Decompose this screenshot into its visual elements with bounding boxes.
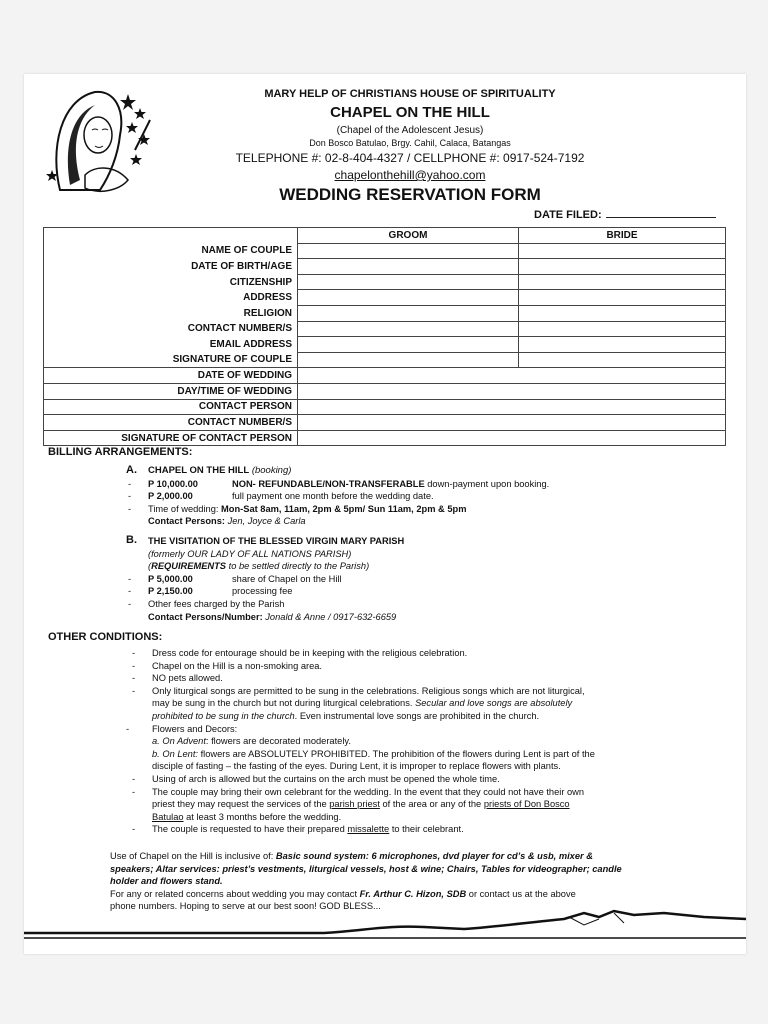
fee-bold: NON- REFUNDABLE/NON-TRANSFERABLE — [232, 478, 425, 489]
groom-cell[interactable] — [298, 243, 519, 259]
row-label: CONTACT PERSON — [44, 399, 298, 415]
condition-item: NO pets allowed. — [152, 673, 223, 684]
reservation-table — [43, 227, 726, 446]
contact-priest: Fr. Arthur C. Hizon, SDB — [359, 888, 467, 899]
bride-cell[interactable] — [519, 321, 726, 337]
condition-item: disciple of fasting – the fasting of the eyes. During Lent, it is improper to replace flowers with plants. — [152, 761, 561, 772]
condition-emphasis: prohibited to be sung in the church — [152, 710, 295, 721]
organization-name: MARY HELP OF CHRISTIANS HOUSE OF SPIRITUALITY — [264, 88, 556, 100]
inclusions-list: Basic sound system: 6 microphones, dvd player for cd’s & usb, mixer & — [275, 851, 593, 861]
row-label: DATE OF WEDDING — [44, 368, 298, 384]
condition-item: Flowers and Decors: — [152, 723, 238, 734]
chapel-name: CHAPEL ON THE HILL — [330, 104, 490, 121]
other-fees: Other fees charged by the Parish — [148, 598, 285, 609]
inclusions-list: holder and flowers stand. — [110, 876, 223, 887]
section-a-note: (booking) — [251, 465, 292, 476]
contact-value: Jen, Joyce & Carla — [227, 516, 306, 527]
advent-label: a. On Advent — [152, 736, 206, 747]
row-label: RELIGION — [44, 305, 298, 321]
conditions-heading: OTHER CONDITIONS: — [48, 631, 163, 643]
row-label: SIGNATURE OF COUPLE — [44, 352, 298, 368]
fee-amount: P 10,000.00 — [148, 478, 198, 489]
condition-item: . Even instrumental love songs are prohibited in the church. — [294, 710, 540, 721]
fee-text: share of Chapel on the Hill — [232, 573, 342, 584]
row-label: CITIZENSHIP — [44, 274, 298, 290]
lent-label: b. On Lent: — [152, 748, 198, 759]
fee-text: down-payment upon booking. — [427, 478, 550, 489]
billing-heading: BILLING ARRANGEMENTS: — [48, 446, 193, 458]
requirements-label: REQUIREMENTS — [151, 561, 227, 572]
chapel-address: Don Bosco Batulao, Brgy. Cahil, Calaca, Batangas — [309, 138, 511, 148]
parish-priest-link: parish priest — [329, 799, 380, 810]
advent-text: : flowers are decorated moderately. — [205, 736, 351, 747]
row-label: ADDRESS — [44, 290, 298, 306]
value-cell[interactable] — [298, 430, 726, 446]
section-b-letter: B. — [126, 534, 137, 546]
condition-item: The couple is requested to have their prepared — [152, 824, 345, 835]
section-a-letter: A. — [126, 464, 137, 476]
groom-cell[interactable] — [298, 352, 519, 368]
bride-cell[interactable] — [519, 274, 726, 290]
final-note: phone numbers. Hoping to serve at our best soon! GOD BLESS... — [110, 901, 381, 912]
date-filed-input[interactable] — [606, 207, 716, 218]
row-label: CONTACT NUMBER/S — [44, 321, 298, 337]
fee-amount: P 2,000.00 — [148, 491, 193, 502]
condition-item: may be sung in the church but not during liturgical celebrations. — [152, 698, 413, 709]
bride-cell[interactable] — [519, 305, 726, 321]
row-label: SIGNATURE OF CONTACT PERSON — [44, 430, 298, 446]
value-cell[interactable] — [298, 383, 726, 399]
contact-value: Jonald & Anne / 0917-632-6659 — [265, 611, 397, 622]
date-filed-label: DATE FILED: — [534, 209, 602, 221]
bride-cell[interactable] — [519, 337, 726, 353]
chapel-subtitle: (Chapel of the Adolescent Jesus) — [336, 125, 484, 136]
conditions-list: - Dress code for entourage should be in keeping with the religious celebration. - Chapel on the Hill is a non-smoking area. - NO pets allowed. - Only liturgical songs are permitted to be sung in the celebrations. Religious songs which are not liturgical, may be sung in the church but not during liturgical celebrations. Secular and love songs are absolutely prohibited to be sung in the church. Even instrumental love songs are prohibited in the church. - Flowers and Decors: a. On Advent: flowers are decorated moderately. b. On Lent: flowers are ABSOLUTELY PROHIBITED. The prohibition of the flowers during Lent is part of the disciple of fasting – the fasting of the eyes. During Lent, it is improper to replace flowers with plants. - Using of arch is allowed but the curtains on the arch must be opened the whole time. - The couple may bring their own celebrant for the wedding. In the event that they could not have their own priest they may request the services of the parish priest of the area or any of the priests of Don Bosco Batulao at least 3 months before the wedding. - The couple is requested to have their prepared missalette to their celebrant. — [126, 648, 595, 835]
missalette-link: missalette — [347, 824, 390, 835]
email-link[interactable]: chapelonthehill@yahoo.com — [334, 168, 486, 182]
row-label: DATE OF BIRTH/AGE — [44, 259, 298, 275]
condition-item: priest they may request the services of the — [152, 799, 327, 810]
billing-section-a: A. CHAPEL ON THE HILL (booking) - P 10,000.00 NON- REFUNDABLE/NON-TRANSFERABLE down-payment upon booking. - P 2,000.00 full payment one month before the wedding date. - Time of wedding: Mon-Sat 8am, 11am, 2pm & 5pm/ Sun 11am, 2pm & 5pm Contact Persons: Jen, Joyce & Carla — [126, 464, 550, 527]
value-cell[interactable] — [298, 399, 726, 415]
bride-cell[interactable] — [519, 352, 726, 368]
section-b-title: THE VISITATION OF THE BLESSED VIRGIN MARY PARISH — [148, 536, 405, 546]
row-label: EMAIL ADDRESS — [44, 337, 298, 353]
condition-item: The couple may bring their own celebrant for the wedding. In the event that they could not have their own — [152, 786, 585, 797]
priests-don-bosco-link: priests of Don Bosco — [483, 799, 570, 810]
condition-item: Dress code for entourage should be in keeping with the religious celebration. — [152, 648, 468, 658]
condition-item: Chapel on the Hill is a non-smoking area. — [152, 660, 323, 671]
telephone-line: TELEPHONE #: 02-8-404-4327 / CELLPHONE #: 0917-524-7192 — [235, 151, 585, 165]
condition-emphasis: Secular and love songs are absolutely — [415, 698, 573, 709]
requirements-text: to be settled directly to the Parish) — [228, 561, 370, 572]
row-label: DAY/TIME OF WEDDING — [44, 383, 298, 399]
row-label: NAME OF COUPLE — [44, 243, 298, 259]
fee-amount: P 2,150.00 — [148, 586, 193, 597]
groom-cell[interactable] — [298, 274, 519, 290]
form-title: WEDDING RESERVATION FORM — [279, 185, 541, 204]
fee-amount: P 5,000.00 — [148, 573, 193, 584]
inclusions-list: speakers; Altar services: priest’s vestments, liturgical vessels, host & wine; Chairs, Tables for videographer; candle — [110, 863, 622, 874]
condition-item: Only liturgical songs are permitted to be sung in the celebrations. Religious songs which are not liturgical, — [152, 685, 585, 696]
lent-text: flowers are ABSOLUTELY PROHIBITED. The prohibition of the flowers during Lent is part of the — [200, 748, 595, 759]
groom-cell[interactable] — [298, 305, 519, 321]
contact-label: Contact Persons/Number: — [148, 611, 263, 622]
groom-cell[interactable] — [298, 321, 519, 337]
bride-cell[interactable] — [519, 290, 726, 306]
billing-section-b: B. THE VISITATION OF THE BLESSED VIRGIN MARY PARISH (formerly OUR LADY OF ALL NATIONS PARISH) (REQUIREMENTS to be settled directly to the Parish) - P 5,000.00 share of Chapel on the Hill - P 2,150.00 processing fee - Other fees charged by the Parish Contact Persons/Number: Jonald & Anne / 0917-632-6659 — [126, 534, 405, 622]
fee-text: processing fee — [232, 586, 293, 597]
final-note: For any or related concerns about wedding you may contact — [110, 888, 358, 899]
mountain-divider-icon — [24, 905, 746, 945]
row-label: CONTACT NUMBER/S — [44, 415, 298, 431]
bride-cell[interactable] — [519, 259, 726, 275]
condition-item: of the area or any of the — [382, 799, 482, 810]
groom-header: GROOM — [298, 228, 519, 244]
section-b-formerly: (formerly OUR LADY OF ALL NATIONS PARISH) — [148, 548, 352, 559]
time-label: Time of wedding: — [148, 503, 219, 514]
batulao-link: Batulao — [152, 811, 184, 822]
fee-text: full payment one month before the wedding date. — [232, 491, 434, 502]
section-a-title: CHAPEL ON THE HILL — [148, 465, 250, 476]
date-filed-field — [534, 207, 716, 221]
final-note: or contact us at the above — [468, 888, 576, 899]
condition-item: to their celebrant. — [391, 824, 464, 835]
value-cell[interactable] — [298, 415, 726, 431]
time-value: Mon-Sat 8am, 11am, 2pm & 5pm/ Sun 11am, 2pm & 5pm — [221, 503, 467, 514]
mary-logo-icon — [40, 80, 160, 205]
bride-cell[interactable] — [519, 243, 726, 259]
value-cell[interactable] — [298, 368, 726, 384]
contact-label: Contact Persons: — [148, 516, 225, 527]
condition-item: at least 3 months before the wedding. — [186, 811, 342, 822]
condition-item: Using of arch is allowed but the curtains on the arch must be opened the whole time. — [152, 773, 500, 784]
bride-header: BRIDE — [519, 228, 726, 244]
inclusions-block — [110, 850, 622, 913]
groom-cell[interactable] — [298, 337, 519, 353]
groom-cell[interactable] — [298, 259, 519, 275]
inclusions-intro: Use of Chapel on the Hill is inclusive of: — [110, 851, 274, 861]
groom-cell[interactable] — [298, 290, 519, 306]
